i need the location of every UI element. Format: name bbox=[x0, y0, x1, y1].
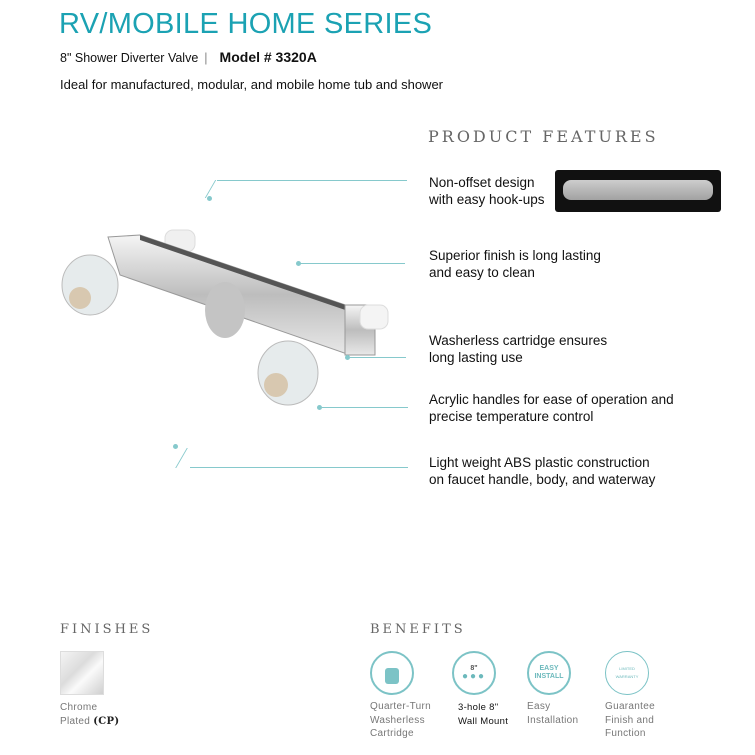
feature-text: precise temperature control bbox=[429, 409, 594, 424]
feature-text: Light weight ABS plastic construction bbox=[429, 455, 650, 470]
benefit-text: Washerless bbox=[370, 714, 425, 726]
chrome-swatch[interactable] bbox=[60, 651, 104, 695]
feature-text: Superior finish is long lasting bbox=[429, 248, 601, 263]
benefits-heading: BENEFITS bbox=[370, 622, 466, 637]
callout-line bbox=[300, 263, 405, 264]
benefit-label bbox=[605, 700, 655, 741]
finish-label bbox=[60, 701, 119, 728]
benefit-label bbox=[527, 700, 578, 727]
finish-text: Plated bbox=[60, 715, 91, 727]
feature-item bbox=[429, 247, 601, 281]
icon-badge-text: 8" bbox=[470, 665, 478, 672]
three-hole-icon: 8" ●●● bbox=[452, 651, 496, 695]
benefit-label bbox=[458, 701, 508, 728]
benefit-text: Easy bbox=[527, 701, 551, 712]
separator: | bbox=[204, 51, 208, 65]
benefit-text: 3-hole 8" bbox=[458, 702, 499, 713]
page-title: RV/MOBILE HOME SERIES bbox=[59, 8, 433, 40]
benefit-text: Finish and bbox=[605, 714, 655, 726]
faucet-image bbox=[60, 225, 390, 420]
feature-text: Washerless cartridge ensures bbox=[429, 333, 608, 348]
callout-line bbox=[217, 180, 407, 181]
finishes-heading: FINISHES bbox=[60, 622, 154, 637]
benefit-text: Quarter-Turn bbox=[370, 701, 432, 712]
icon-badge-text: EASY INSTALL bbox=[534, 665, 564, 680]
feature-item bbox=[429, 174, 545, 208]
product-type: 8" Shower Diverter Valve bbox=[60, 51, 199, 65]
callout-line bbox=[350, 357, 406, 358]
feature-text: long lasting use bbox=[429, 350, 523, 365]
subtitle bbox=[60, 49, 317, 65]
callout-line bbox=[190, 467, 408, 468]
model-number: Model # 3320A bbox=[219, 49, 317, 65]
warranty-icon bbox=[605, 651, 649, 695]
feature-text: Non-offset design bbox=[429, 175, 535, 190]
callout-dot bbox=[207, 196, 212, 201]
feature-text: and easy to clean bbox=[429, 265, 535, 280]
feature-text: on faucet handle, body, and waterway bbox=[429, 472, 656, 487]
finish-text: Chrome bbox=[60, 702, 98, 713]
benefit-text: Cartridge bbox=[370, 728, 414, 739]
feature-text: Acrylic handles for ease of operation and bbox=[429, 392, 674, 407]
icon-badge-text: LIMITED WARRANTY bbox=[615, 666, 639, 679]
feature-item bbox=[429, 454, 655, 488]
feature-item bbox=[429, 332, 607, 366]
benefit-text: Wall Mount bbox=[458, 715, 509, 727]
benefit-label bbox=[370, 700, 431, 741]
benefit-text: Guarantee bbox=[605, 701, 655, 712]
cartridge-icon bbox=[370, 651, 414, 695]
callout-line bbox=[322, 407, 408, 408]
feature-item bbox=[429, 391, 674, 425]
features-heading: PRODUCT FEATURES bbox=[428, 127, 659, 146]
finish-code: (CP) bbox=[93, 715, 120, 727]
feature-text: with easy hook-ups bbox=[429, 192, 545, 207]
easy-install-icon bbox=[527, 651, 571, 695]
benefit-text: Installation bbox=[527, 714, 579, 726]
top-view-image bbox=[555, 170, 721, 212]
callout-dot bbox=[173, 444, 178, 449]
callout-line bbox=[175, 448, 188, 468]
description: Ideal for manufactured, modular, and mobile home tub and shower bbox=[60, 77, 444, 92]
benefit-text: Function bbox=[605, 728, 646, 739]
